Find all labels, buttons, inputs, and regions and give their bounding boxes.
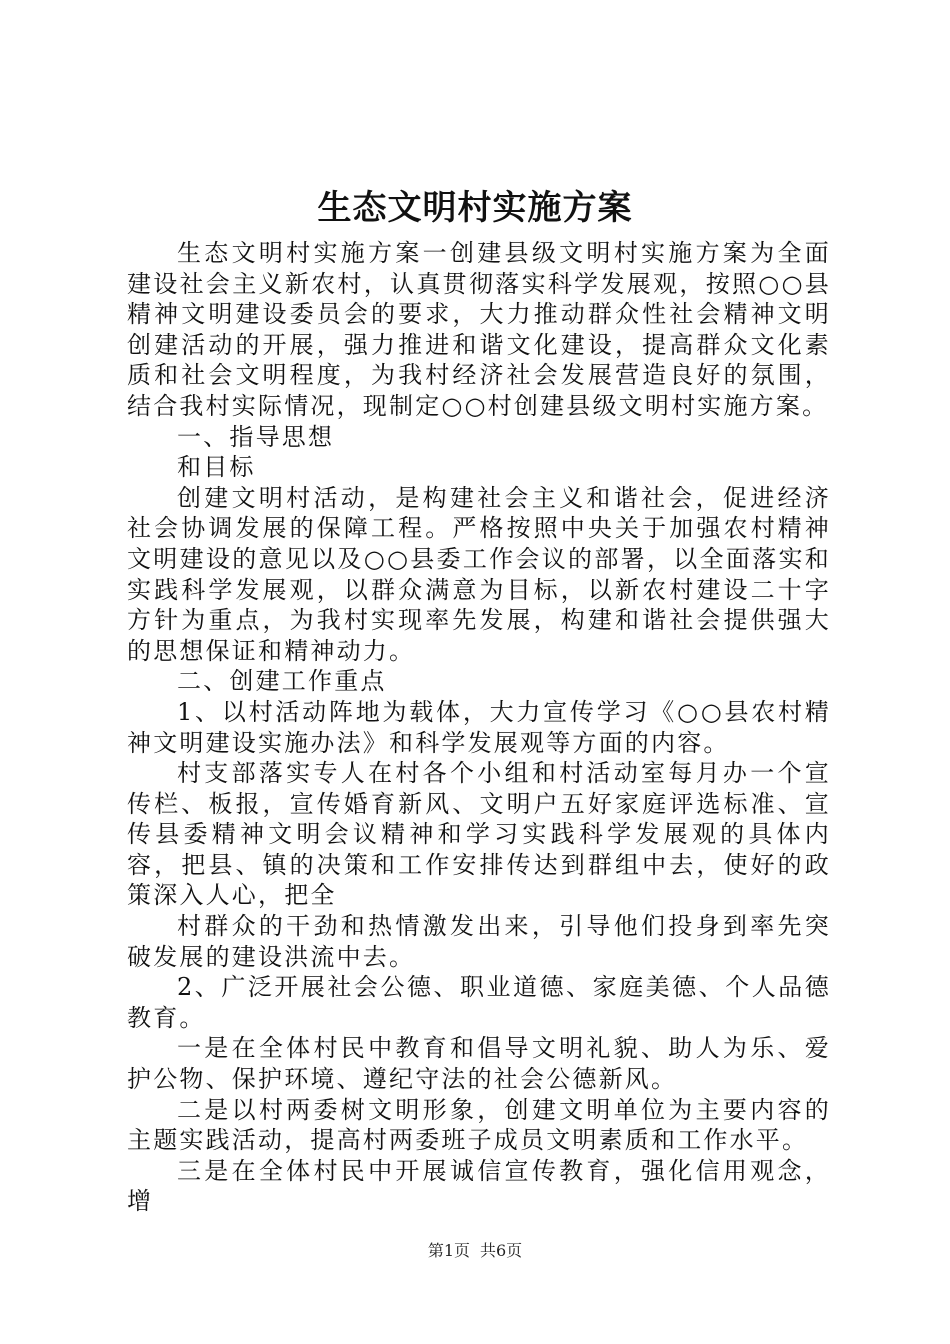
paragraph-publicity: 村支部落实专人在村各个小组和村活动室每月办一个宣传栏、板报，宣传婚育新风、文明户五好家庭评选标准、宣传县委精神文明会议精神和学习实践科学发展观的具体内容，把县、镇的决策和工作安排传达到群组中去，使好的政策深入人心，把全 (127, 759, 831, 910)
paragraph-guiding-thought: 创建文明村活动，是构建社会主义和谐社会，促进经济社会协调发展的保障工程。严格按照中央关于加强农村精神文明建设的意见以及○○县委工作会议的部署，以全面落实和实践科学发展观，以群众满意为目标，以新农村建设二十字方针为重点，为我村实现率先发展，构建和谐社会提供强大的思想保证和精神动力。 (127, 483, 831, 665)
paragraph-item-2: 2、广泛开展社会公德、职业道德、家庭美德、个人品德教育。 (127, 973, 831, 1032)
document-title: 生态文明村实施方案 (317, 188, 633, 228)
paragraph-point-two: 二是以村两委树文明形象，创建文明单位为主要内容的主题实践活动，提高村两委班子成员文明素质和工作水平。 (127, 1095, 831, 1155)
document-body (127, 238, 831, 1217)
page-footer (0, 1240, 950, 1262)
page-total: 共6页 (480, 1241, 523, 1260)
page-number: 第1页 (427, 1241, 470, 1260)
paragraph-point-three: 三是在全体村民中开展诚信宣传教育，强化信用观念，增 (127, 1156, 831, 1216)
paragraph-item-1: 1、以村活动阵地为载体，大力宣传学习《○○县农村精神文明建设实施办法》和科学发展观等方面的内容。 (127, 697, 831, 757)
paragraph-intro: 生态文明村实施方案一创建县级文明村实施方案为全面建设社会主义新农村，认真贯彻落实科学发展观，按照○○县精神文明建设委员会的要求，大力推动群众性社会精神文明创建活动的开展，强力推进和谐文化建设，提高群众文化素质和社会文明程度，为我村经济社会发展营造良好的氛围，结合我村实际情况，现制定○○村创建县级文明村实施方案。 (127, 239, 831, 420)
section-heading-continuation: 和目标 (177, 453, 256, 482)
section-heading-guiding-thought: 一、指导思想 (177, 422, 335, 451)
paragraph-publicity-continued: 村群众的干劲和热情激发出来，引导他们投身到率先突破发展的建设洪流中去。 (127, 912, 831, 971)
section-heading-key-points: 二、创建工作重点 (177, 667, 387, 696)
paragraph-point-one: 一是在全体村民中教育和倡导文明礼貌、助人为乐、爱护公物、保护环境、遵纪守法的社会公德新风。 (127, 1034, 831, 1094)
